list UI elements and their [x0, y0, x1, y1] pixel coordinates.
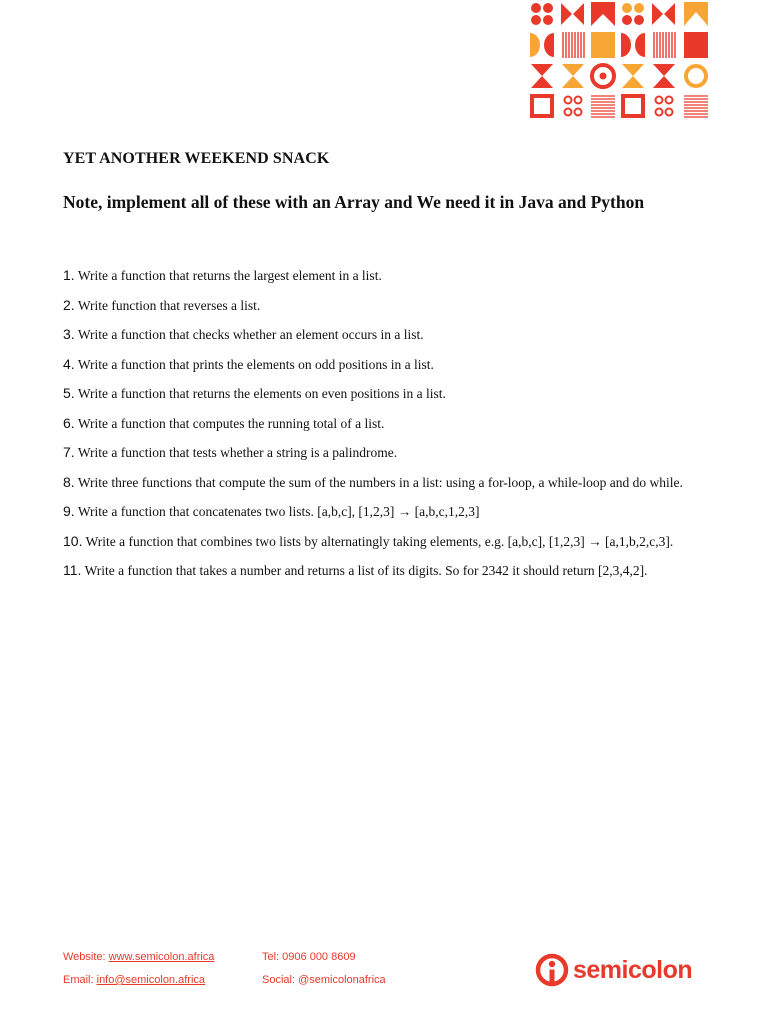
task-number: 8.: [63, 473, 75, 490]
task-number: 11.: [63, 562, 82, 578]
list-item: [63, 414, 693, 433]
list-item: [63, 473, 693, 492]
list-item: [63, 266, 693, 285]
document-title: YET ANOTHER WEEKEND SNACK: [63, 150, 330, 167]
pattern-row-1: [531, 2, 708, 26]
list-item: [63, 355, 693, 374]
task-text: Write a function that tests whether a string is a palindrome.: [77, 445, 398, 460]
decorative-pattern: [528, 0, 712, 124]
logo-wordmark: semicolon: [573, 955, 693, 984]
footer-social: Social: @semicolonafrica: [262, 974, 386, 986]
task-text: Write function that reverses a list.: [77, 297, 261, 313]
task-number: 3.: [63, 326, 75, 342]
pattern-row-2: [530, 32, 708, 58]
task-number: 4.: [63, 355, 75, 372]
task-text: Write a function that prints the elements on odd positions in a list.: [77, 356, 434, 372]
task-text: Write a function that concatenates two lists. [a,b,c], [1,2,3] → [a,b,c,1,2,3]: [77, 504, 480, 519]
list-item: [63, 296, 693, 315]
semicolon-logo: [535, 950, 715, 990]
task-list: [63, 266, 693, 591]
task-number: 1.: [63, 267, 75, 283]
list-item: [63, 325, 693, 344]
task-text: Write a function that checks whether an element occurs in a list.: [77, 327, 424, 342]
task-text: Write a function that returns the elements on even positions in a list.: [77, 386, 446, 401]
task-number: 2.: [63, 296, 75, 313]
task-number: 5.: [63, 385, 75, 401]
list-item: [63, 561, 693, 580]
task-text: Write a function that returns the largest element in a list.: [77, 268, 382, 283]
task-number: 9.: [63, 503, 75, 519]
semicolon-logo-icon: [535, 953, 569, 987]
pattern-row-3: [531, 64, 706, 88]
task-number: 6.: [63, 414, 75, 431]
pattern-row-4: [532, 96, 708, 117]
task-text: Write a function that combines two lists by alternatingly taking elements, e.g. [a,b,c], [1,2,3] → [a,1,b,2,c,3].: [85, 533, 674, 549]
list-item: [63, 384, 693, 403]
website-link[interactable]: www.semicolon.africa: [108, 951, 215, 963]
footer-contact-right: [262, 946, 386, 992]
website-label: Website:: [63, 951, 109, 963]
document-note: Note, implement all of these with an Array and We need it in Java and Python: [63, 192, 645, 212]
task-text: Write three functions that compute the sum of the numbers in a list: using a for-loop, a while-loop and do while.: [77, 474, 683, 490]
task-text: Write a function that computes the running total of a list.: [77, 415, 385, 431]
task-number: 7.: [63, 444, 75, 460]
email-label: Email:: [63, 974, 97, 986]
list-item: [63, 532, 693, 551]
task-text: Write a function that takes a number and returns a list of its digits. So for 2342 it should return [2,3,4,2].: [84, 563, 648, 578]
task-number: 10.: [63, 532, 83, 549]
footer-email: [63, 969, 214, 992]
footer-website: [63, 946, 214, 969]
footer-contact-left: [63, 946, 214, 992]
footer-tel: Tel: 0906 000 8609: [262, 951, 356, 963]
list-item: [63, 502, 693, 521]
email-link[interactable]: info@semicolon.africa: [96, 974, 206, 986]
list-item: [63, 443, 693, 462]
